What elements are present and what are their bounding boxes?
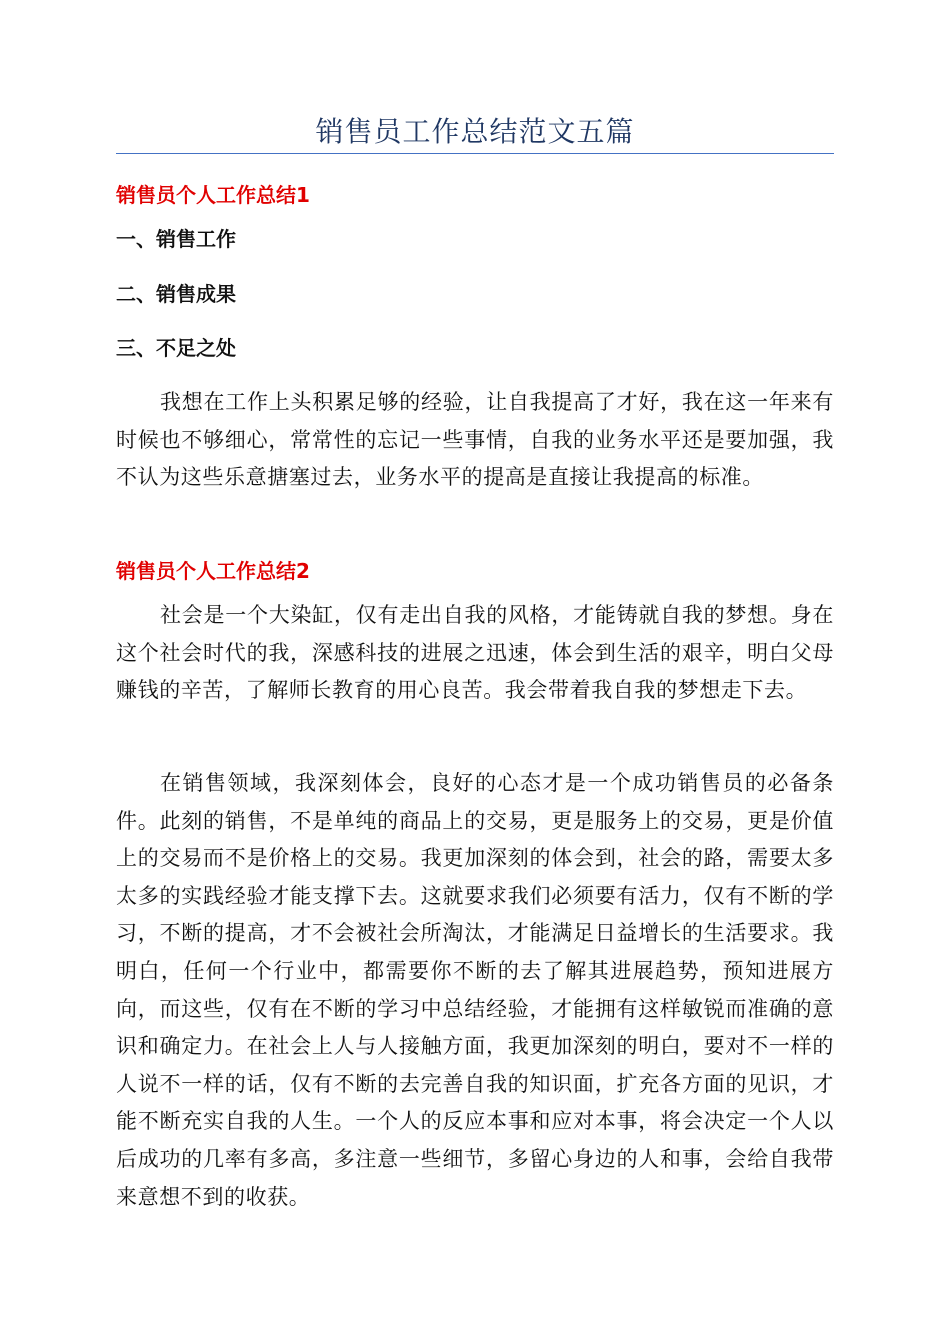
subheading-shortcomings: 三、不足之处 [116, 336, 236, 360]
title-underline [116, 153, 834, 154]
section-2-paragraph-2: 在销售领域，我深刻体会，良好的心态才是一个成功销售员的必备条件。此刻的销售，不是单纯的商品上的交易，更是服务上的交易，更是价值上的交易而不是价格上的交易。我更加深刻的体会到，社会的路，需要太多太多的实践经验才能支撑下去。这就要求我们必须要有活力，仅有不断的学习，不断的提高，才不会被社会所淘汰，才能满足日益增长的生活要求。我明白，任何一个行业中，都需要你不断的去了解其进展趋势，预知进展方向，而这些，仅有在不断的学习中总结经验，才能拥有这样敏锐而准确的意识和确定力。在社会上人与人接触方面，我更加深刻的明白，要对不一样的人说不一样的话，仅有不断的去完善自我的知识面，扩充各方面的见识，才能不断充实自我的人生。一个人的反应本事和应对本事，将会决定一个人以后成功的几率有多高，多注意一些细节，多留心身边的人和事，会给自我带来意想不到的收获。 [116, 771, 834, 1209]
document-title: 销售员工作总结范文五篇 [315, 115, 635, 148]
section-1-paragraph: 我想在工作上头积累足够的经验，让自我提高了才好，我在这一年来有时候也不够细心，常常性的忘记一些事情，自我的业务水平还是要加强，我不认为这些乐意搪塞过去，业务水平的提高是直接让我提高的标准。 [116, 390, 834, 490]
section-heading-1: 销售员个人工作总结1 [116, 183, 310, 207]
subheading-sales-work: 一、销售工作 [116, 227, 236, 251]
section-2-paragraph-1: 社会是一个大染缸，仅有走出自我的风格，才能铸就自我的梦想。身在这个社会时代的我，深感科技的进展之迅速，体会到生活的艰辛，明白父母赚钱的辛苦，了解师长教育的用心良苦。我会带着我自我的梦想走下去。 [116, 603, 834, 703]
subheading-sales-results: 二、销售成果 [116, 282, 236, 306]
section-heading-2: 销售员个人工作总结2 [116, 559, 310, 583]
